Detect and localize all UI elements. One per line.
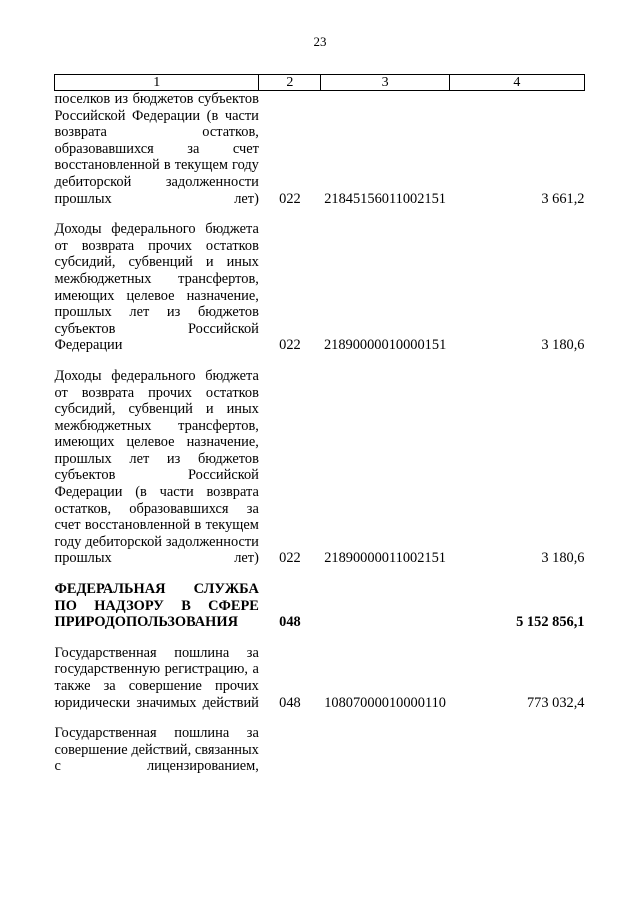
row-budget-code [321, 725, 449, 775]
table-row [55, 725, 585, 775]
page-number: 23 [313, 34, 327, 49]
table-row [55, 368, 585, 567]
row-budget-code: 21845156011002151 [324, 190, 446, 207]
row-amount: 773 032,4 [526, 694, 585, 711]
row-description: ФЕДЕРАЛЬНАЯ СЛУЖБА ПО НАДЗОРУ В СФЕРЕ ПРИРОДОПОЛЬЗОВАНИЯ [54, 581, 259, 631]
row-amount: 5 152 856,1 [516, 614, 585, 631]
table-row [55, 221, 585, 354]
row-amount: 3 180,6 [541, 337, 585, 354]
row-admin-code [259, 725, 321, 775]
row-description: Государственная пошлина за государственную регистрацию, а также за совершение прочих юридически значимых действий [54, 644, 259, 711]
table-row [55, 645, 585, 711]
row-budget-code: 10807000010000110 [324, 694, 446, 711]
row-amount [449, 725, 584, 775]
row-admin-code: 022 [279, 337, 301, 354]
row-admin-code: 022 [279, 550, 301, 567]
row-amount: 3 180,6 [541, 550, 585, 567]
budget-table [54, 74, 585, 775]
row-admin-code: 048 [279, 694, 301, 711]
row-admin-code: 022 [279, 190, 301, 207]
table-row [55, 91, 585, 208]
row-budget-code [321, 581, 449, 631]
column-header-2: 2 [259, 75, 321, 91]
row-budget-code: 21890000010000151 [323, 337, 447, 354]
row-budget-code: 21890000011002151 [324, 550, 446, 567]
row-amount: 3 661,2 [541, 190, 585, 207]
column-header-4: 4 [449, 75, 584, 91]
row-description: Государственная пошлина за совершение действий, связанных с лицензированием, [54, 725, 259, 775]
row-description: поселков из бюджетов субъектов Российской Федерации (в части возврата остатков, образовавшихся за счет восстановленной в текущем году дебиторской задолженности прошлых лет) [54, 91, 259, 207]
column-header-1: 1 [55, 75, 259, 91]
table-row [55, 581, 585, 631]
row-admin-code: 048 [279, 614, 301, 631]
row-description: Доходы федерального бюджета от возврата прочих остатков субсидий, субвенций и иных межбюджетных трансфертов, имеющих целевое назначение, прошлых лет из бюджетов субъектов Российской Федерации [54, 221, 259, 354]
column-header-3: 3 [321, 75, 449, 91]
row-description: Доходы федерального бюджета от возврата прочих остатков субсидий, субвенций и иных межбюджетных трансфертов, имеющих целевое назначение, прошлых лет из бюджетов субъектов Российской Федерации (в части возврата остатков, образовавшихся за счет восстановленной в текущем году дебиторской задолженности прошлых лет) [54, 367, 259, 567]
table-header-row [55, 75, 585, 91]
